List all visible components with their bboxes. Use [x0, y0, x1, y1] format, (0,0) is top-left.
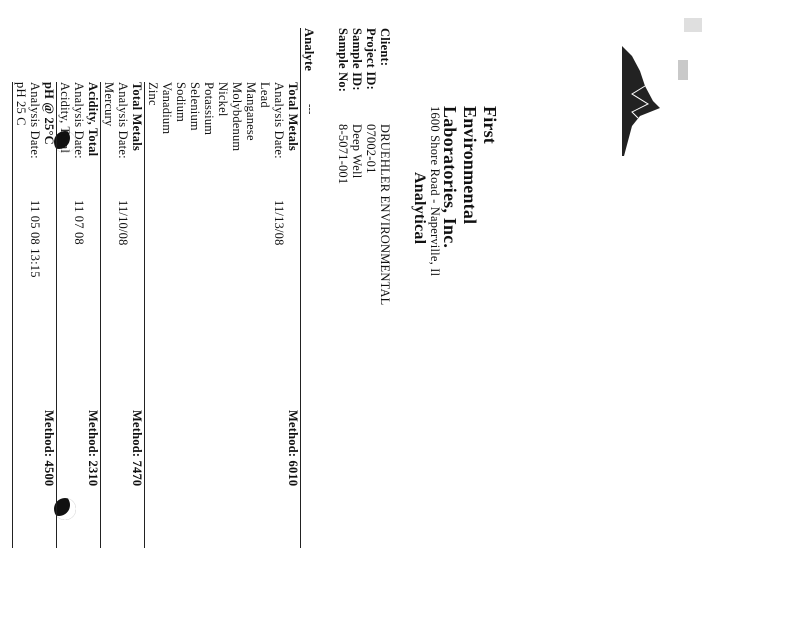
analysis-date-label: Analysis Date: — [272, 82, 286, 159]
client-label: Client: — [378, 28, 392, 67]
sample-id-value: Deep Well — [350, 124, 364, 179]
report-title: Analytical — [411, 172, 428, 245]
analysis-date-label: Analysis Date: — [116, 82, 130, 159]
analyte-item: Zinc — [146, 82, 160, 106]
client-value: DRUEHLER ENVIRONMENTAL — [378, 124, 392, 306]
analyte-item: Potassium — [202, 82, 216, 136]
method-text: Method: 6010 — [286, 410, 300, 487]
analyte-item: pH 25 C — [14, 82, 28, 126]
company-name: First — [480, 106, 500, 144]
analysis-date-label: Analysis Date: — [72, 82, 86, 159]
analysis-date-value: 11/13/08 — [272, 200, 286, 246]
analyte-column-header: Analyte — [302, 28, 316, 72]
analyte-item: Mercury — [102, 82, 116, 127]
analyte-item: Selenium — [188, 82, 202, 131]
analysis-date-label: Analysis Date: — [28, 82, 42, 159]
project-id-label: Project ID: — [364, 28, 378, 91]
section-heading: Acidity, Total — [86, 82, 100, 157]
company-name: Laboratories, Inc. — [440, 106, 460, 249]
section-rule — [56, 82, 57, 548]
section-rule — [144, 82, 145, 548]
analyte-item: Manganese — [244, 82, 258, 141]
analyte-item: Vanadium — [160, 82, 174, 135]
method-text: Method: 2310 — [86, 410, 100, 487]
section-rule — [12, 82, 13, 548]
company-logo-icon — [622, 46, 662, 156]
analysis-date-value: 11 07 08 — [72, 200, 86, 245]
sample-no-label: Sample No: — [336, 28, 350, 93]
company-address: 1600 Shore Road - Naperville, Il — [428, 106, 442, 277]
scan-smudge — [678, 60, 688, 80]
analyte-item: Nickel — [216, 82, 230, 117]
analyte-item: Sodium — [174, 82, 188, 123]
analysis-date-value: 11 05 08 13:15 — [28, 200, 42, 278]
company-name: Environmental — [460, 106, 480, 225]
method-text: Method: 7470 — [130, 410, 144, 487]
column-marker: --- — [304, 104, 315, 115]
method-text: Method: 4500 — [42, 410, 56, 487]
scan-smudge — [684, 18, 702, 32]
section-rule — [100, 82, 101, 548]
header-rule — [300, 28, 301, 548]
analysis-date-value: 11/10/08 — [116, 200, 130, 246]
analyte-item: Acidity, Total — [58, 82, 72, 154]
section-heading: Total Metals — [130, 82, 144, 151]
sample-id-label: Sample ID: — [350, 28, 364, 91]
section-heading: Total Metals — [286, 82, 300, 151]
project-id-value: 07002-01 — [364, 124, 378, 174]
analyte-item: Lead — [258, 82, 272, 108]
sample-no-value: 8-5071-001 — [336, 124, 350, 185]
analyte-item: Molybdenum — [230, 82, 244, 152]
section-heading: pH @ 25°C — [42, 82, 56, 145]
